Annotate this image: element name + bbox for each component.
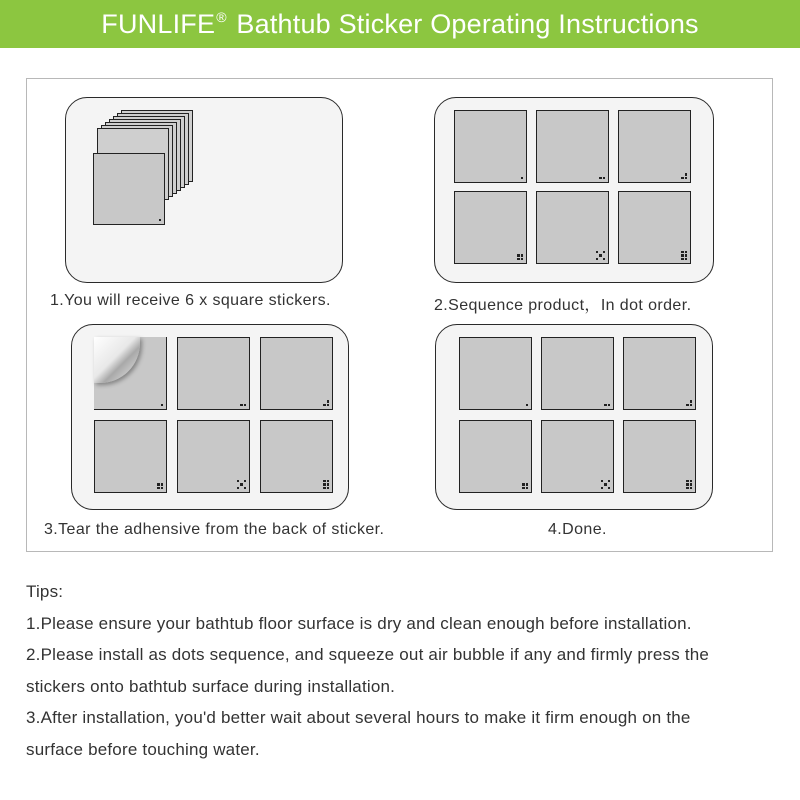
square-sticker	[623, 337, 696, 410]
square-sticker	[93, 153, 165, 225]
sticker-dots-2	[604, 404, 610, 407]
square-sticker	[536, 110, 609, 183]
square-sticker	[541, 337, 614, 410]
sticker-dots-5	[237, 480, 247, 490]
sticker-dots-5	[601, 480, 611, 490]
title-text: Bathtub Sticker Operating Instructions	[228, 8, 699, 39]
sticker-dots-3	[323, 400, 329, 406]
square-sticker	[260, 420, 333, 493]
sticker-dots-4	[522, 483, 528, 489]
sticker-dots-6	[323, 480, 329, 490]
step-3-illustration	[71, 324, 349, 510]
sticker-dots-6	[686, 480, 692, 490]
registered-mark: ®	[216, 8, 227, 25]
square-sticker	[459, 420, 532, 493]
sticker-dots-5	[596, 251, 606, 261]
step-4-illustration	[435, 324, 713, 510]
page-title	[101, 9, 698, 40]
sticker-dots-1	[526, 404, 529, 407]
tip-line: 3.After installation, you'd better wait about several hours to make it firm enough on the	[26, 708, 691, 727]
sticker-dots-3	[681, 173, 687, 179]
step-4-caption: 4.Done.	[548, 521, 607, 538]
sticker-dots-6	[681, 251, 687, 261]
sticker-dots-3	[686, 400, 692, 406]
square-sticker	[454, 191, 527, 264]
square-sticker	[623, 420, 696, 493]
sticker-dots-1	[161, 404, 164, 407]
brand-name: FUNLIFE	[101, 8, 216, 39]
sticker-dots-2	[599, 177, 605, 180]
sticker-dots-1	[521, 177, 524, 180]
square-sticker	[260, 337, 333, 410]
square-sticker	[541, 420, 614, 493]
sticker-dots-4	[517, 254, 523, 260]
square-sticker	[459, 337, 532, 410]
step-2-illustration	[434, 97, 714, 283]
square-sticker	[536, 191, 609, 264]
sticker-dots-2	[240, 404, 246, 407]
tip-line: 1.Please ensure your bathtub floor surface is dry and clean enough before installation.	[26, 613, 692, 633]
square-sticker	[618, 110, 691, 183]
tip-line: stickers onto bathtub surface during installation.	[26, 676, 396, 696]
square-sticker	[177, 420, 250, 493]
square-sticker	[94, 420, 167, 493]
tips-heading: Tips:	[26, 582, 64, 601]
tips-section	[26, 576, 786, 765]
title-banner	[0, 0, 800, 48]
square-sticker	[177, 337, 250, 410]
tip-line: surface before touching water.	[26, 739, 260, 759]
tip-line: 2.Please install as dots sequence, and squeeze out air bubble if any and firmly press the	[26, 645, 710, 664]
step-3-caption: 3.Tear the adhensive from the back of sticker.	[44, 521, 385, 538]
sticker-dots-4	[157, 483, 163, 489]
step-2-caption: 2.Sequence product，In dot order.	[434, 297, 692, 314]
sticker-dots-1	[159, 219, 162, 222]
square-sticker	[454, 110, 527, 183]
square-sticker	[618, 191, 691, 264]
step-1-illustration	[65, 97, 343, 283]
step-1-caption: 1.You will receive 6 x square stickers.	[50, 292, 331, 309]
